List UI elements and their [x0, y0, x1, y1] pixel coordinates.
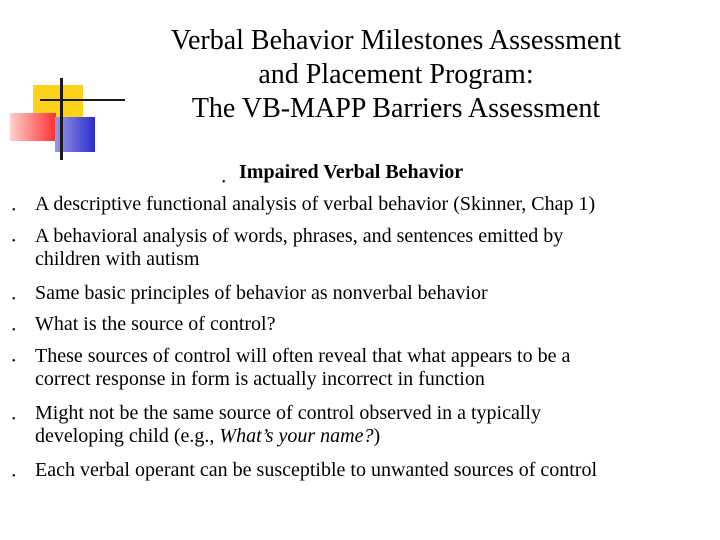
list-item-text: children with autism	[35, 248, 200, 270]
list-item	[35, 282, 488, 305]
list-item-text: A behavioral analysis of words, phrases, and sentences emitted by	[35, 225, 564, 247]
text-segment: developing child (e.g.,	[35, 425, 220, 447]
list-item-text: These sources of control will often reveal that what appears to be a	[35, 345, 571, 367]
bullet-icon: •	[12, 205, 16, 216]
list-item	[35, 225, 563, 271]
title-line-1: Verbal Behavior Milestones Assessment	[170, 25, 622, 56]
title-line-3: The VB-MAPP Barriers Assessment	[191, 93, 601, 124]
list-item	[35, 193, 595, 216]
list-item	[35, 345, 570, 391]
bullet-icon: •	[222, 177, 226, 188]
list-item-text: What is the source of control?	[35, 313, 276, 335]
bullet-icon: •	[12, 294, 16, 305]
list-item	[35, 313, 275, 336]
list-item-text-line-2	[35, 425, 541, 448]
text-segment: )	[373, 425, 381, 447]
bullet-icon: •	[12, 471, 16, 482]
bullet-icon: •	[12, 325, 16, 336]
list-item	[35, 402, 541, 448]
example-question: What’s your name?	[219, 425, 374, 447]
list-item-text: Same basic principles of behavior as nonverbal behavior	[35, 282, 488, 304]
bullet-icon: •	[12, 414, 16, 425]
title-line-2: and Placement Program:	[258, 59, 534, 90]
list-item-text: A descriptive functional analysis of verbal behavior (Skinner, Chap 1)	[35, 193, 596, 215]
list-item-text: Might not be the same source of control observed in a typically	[35, 402, 541, 424]
list-item-text: Each verbal operant can be susceptible to unwanted sources of control	[35, 459, 598, 481]
list-heading: Impaired Verbal Behavior	[239, 161, 464, 183]
list-item	[35, 459, 597, 482]
bullet-icon: •	[12, 356, 16, 367]
list-item-text: correct response in form is actually incorrect in function	[35, 368, 485, 390]
bullet-icon: •	[12, 236, 16, 247]
